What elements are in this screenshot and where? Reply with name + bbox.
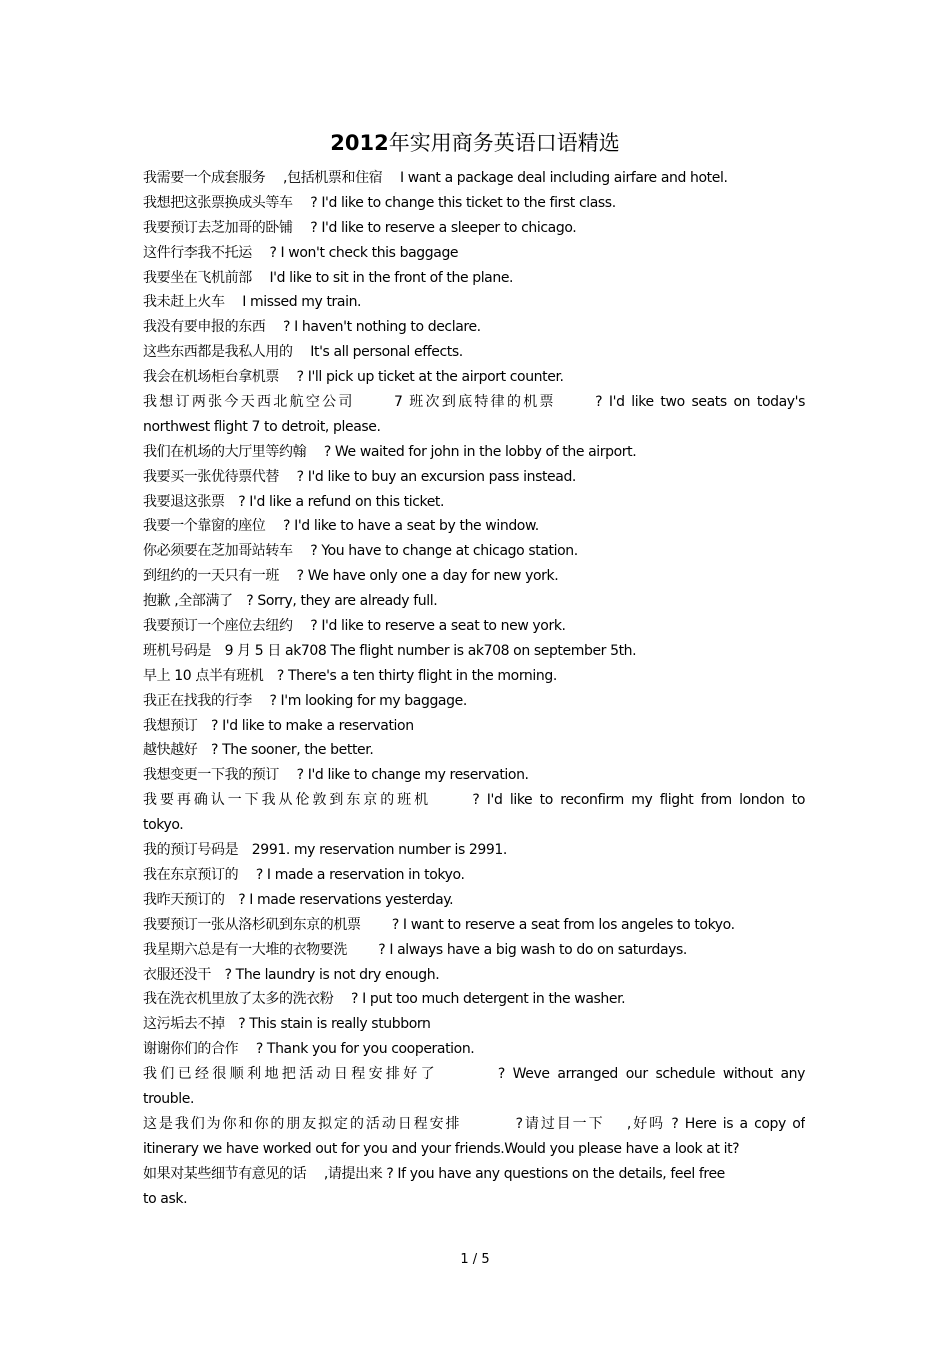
text-line: 谢谢你们的合作 ? Thank you for you cooperation. xyxy=(143,1041,475,1058)
phrase-list xyxy=(143,166,805,1211)
text-line: 衣服还没干 ? The laundry is not dry enough. xyxy=(143,966,440,983)
text-line: 我在东京预订的 ? I made a reservation in tokyo. xyxy=(143,866,465,883)
text-line: 你必须要在芝加哥站转车 ? You have to change at chicago station. xyxy=(143,543,578,560)
text-line: 我要预订去芝加哥的卧铺 ? I'd like to reserve a sleeper to chicago. xyxy=(143,219,577,236)
text-line: 我想订两张今天西北航空公司 7 班次到底特律的机票 ? I'd like two seats on today's xyxy=(143,394,805,411)
text-line: 我要退这张票 ? I'd like a refund on this ticket. xyxy=(143,493,445,510)
text-line: tokyo. xyxy=(143,817,184,834)
text-line: 这是我们为你和你的朋友拟定的活动日程安排 ?请过目一下 ,好吗 ? Here is a copy of xyxy=(143,1115,805,1132)
text-line: 我想把这张票换成头等车 ? I'd like to change this ticket to the first class. xyxy=(143,194,616,211)
text-line: 我要买一张优待票代替 ? I'd like to buy an excursion pass instead. xyxy=(143,468,576,485)
text-line: 越快越好 ? The sooner, the better. xyxy=(143,742,374,759)
text-line: 到纽约的一天只有一班 ? We have only one a day for new york. xyxy=(143,568,559,585)
text-line: 早上 10 点半有班机 ? There's a ten thirty flight in the morning. xyxy=(143,667,557,684)
text-line: northwest flight 7 to detroit, please. xyxy=(143,418,381,435)
text-line: 我要一个靠窗的座位 ? I'd like to have a seat by the window. xyxy=(143,518,539,535)
text-line: 我要预订一张从洛杉矶到东京的机票 ? I want to reserve a seat from los angeles to tokyo. xyxy=(143,916,735,933)
text-line: trouble. xyxy=(143,1090,195,1107)
title-year: 2012 xyxy=(330,131,389,155)
text-line: 我没有要申报的东西 ? I haven't nothing to declare. xyxy=(143,319,481,336)
text-line: 我星期六总是有一大堆的衣物要洗 ? I always have a big wash to do on saturdays. xyxy=(143,941,687,958)
text-line: 班机号码是 9 月 5 日 ak708 The flight number is ak708 on september 5th. xyxy=(143,642,637,659)
text-line: to ask. xyxy=(143,1190,188,1207)
title-text: 年实用商务英语口语精选 xyxy=(388,131,620,155)
text-line: 我们已经很顺利地把活动日程安排好了 ? Weve arranged our schedule without any xyxy=(143,1066,805,1083)
text-line: itinerary we have worked out for you and your friends.Would you please have a look at it? xyxy=(143,1140,740,1157)
text-line: 我在洗衣机里放了太多的洗衣粉 ? I put too much detergent in the washer. xyxy=(143,991,626,1008)
text-line: 我要再确认一下我从伦敦到东京的班机 ? I'd like to reconfirm my flight from london to xyxy=(143,792,805,809)
text-line: 我未赶上火车 I missed my train. xyxy=(143,294,362,311)
text-line: 这些东西都是我私人用的 It's all personal effects. xyxy=(143,344,463,361)
text-line: 我们在机场的大厅里等约翰 ? We waited for john in the lobby of the airport. xyxy=(143,443,637,460)
text-line: 我昨天预订的 ? I made reservations yesterday. xyxy=(143,891,454,908)
text-line: 我要坐在飞机前部 I'd like to sit in the front of the plane. xyxy=(143,269,514,286)
text-line: 我想变更一下我的预订 ? I'd like to change my reservation. xyxy=(143,767,529,784)
text-line: 这污垢去不掉 ? This stain is really stubborn xyxy=(143,1016,431,1033)
text-line: 如果对某些细节有意见的话 ,请提出来 ? If you have any questions on the details, feel free xyxy=(143,1165,725,1182)
text-line: 我会在机场柜台拿机票 ? I'll pick up ticket at the airport counter. xyxy=(143,369,564,386)
text-line: 我正在找我的行李 ? I'm looking for my baggage. xyxy=(143,692,467,709)
text-line: 我的预订号码是 2991. my reservation number is 2991. xyxy=(143,842,507,859)
page-title xyxy=(0,128,950,158)
text-line: 我想预订 ? I'd like to make a reservation xyxy=(143,717,414,734)
page-number: 1 / 5 xyxy=(460,1252,490,1267)
text-line: 我要预订一个座位去纽约 ? I'd like to reserve a seat to new york. xyxy=(143,618,566,635)
text-line: 我需要一个成套服务 ,包括机票和住宿 I want a package deal including airfare and hotel. xyxy=(143,170,728,186)
text-line: 这件行李我不托运 ? I won't check this baggage xyxy=(143,244,459,261)
text-line: 抱歉 ,全部满了 ? Sorry, they are already full. xyxy=(143,593,438,610)
